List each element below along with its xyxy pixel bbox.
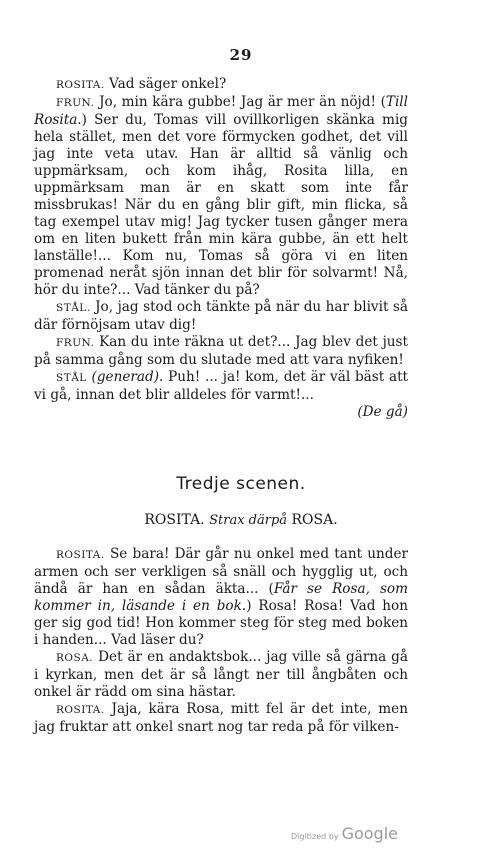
speech-text: ) Ser du, Tomas vill ovillkorligen skänka mig hela stället, men det vore förmycken godhet, det vill jag inte veta utav. Han är alltid så vänlig och uppmärksam, och kom ihåg, Rosita lilla, en uppmärksam man är en skatt som inte får missbrukas! När du en gång blir gift, min flicka, så tag exempel utav mig! Jag tycker tusen gånger mera om en liten bukett från min kära gubbe, än ett helt lanställe!... Kom nu, Tomas så göra vi en liten promenad neråt sjön innan det blir för solvarmt! Nå, hör du inte?... Vad tänker du på? xyxy=(34,112,408,298)
speech-text: Kan du inte räkna ut det?... Jag blev det just på samma gång som du slutade med att vara nyfiken! xyxy=(34,334,408,368)
speaker-name: FRUN. xyxy=(56,337,95,349)
dialogue-line xyxy=(34,649,408,701)
exit-direction: (De gå) xyxy=(357,404,408,420)
bottom-dialogue xyxy=(34,546,408,736)
digitized-watermark xyxy=(291,824,398,843)
cast-names: ROSA. xyxy=(291,512,338,528)
dialogue-line xyxy=(34,369,408,404)
scene-title: Tredje scenen. xyxy=(176,474,306,494)
stage-direction: Strax därpå xyxy=(209,513,288,528)
google-logo: Google xyxy=(341,824,398,843)
speaker-name: ROSITA. xyxy=(56,79,105,91)
dialogue-line xyxy=(34,701,408,736)
cast-names: ROSITA. xyxy=(144,512,205,528)
stage-direction: (generad). xyxy=(91,369,164,385)
speaker-name: ROSA. xyxy=(56,652,94,664)
speaker-name: FRUN. xyxy=(56,97,95,109)
top-dialogue xyxy=(34,76,408,421)
speech-text: ) Rosa! Rosa! Vad hon ger sig god tid! Hon kommer steg för steg med boken i handen... Vad läser du? xyxy=(34,598,408,648)
stage-direction: Till Rosita. xyxy=(34,94,408,128)
cast-line xyxy=(0,512,482,528)
page-number: 29 xyxy=(229,46,253,64)
stage-direction: Får se Rosa, som kommer in, läsande i en bok. xyxy=(34,581,408,614)
speech-text: Jo, jag stod och tänkte på när du har blivit så där förnöjsam utav dig! xyxy=(34,299,409,333)
speech-text: Puh! ... ja! kom, det är väl bäst att vi gå, innan det blir alldeles för varmt!... xyxy=(34,369,408,403)
speech-text: Jo, min kära gubbe! Jag är mer än nöjd! ( xyxy=(99,94,386,110)
speaker-name: ROSITA. xyxy=(56,704,105,716)
dialogue-line xyxy=(34,334,408,369)
speaker-name: STÅL xyxy=(56,372,87,384)
speech-text: Se bara! Där går nu onkel med tant under armen och ser verkligen så snäll och hygglig ut, och ändå är han en sådan äkta... ( xyxy=(34,546,409,597)
speech-text: Jaja, kära Rosa, mitt fel är det inte, men jag fruktar att onkel snart nog tar reda på för vilken- xyxy=(34,701,408,735)
dialogue-line xyxy=(34,94,408,299)
dialogue-line xyxy=(34,546,408,649)
dialogue-line xyxy=(34,299,408,334)
dialogue-line xyxy=(34,76,408,94)
speaker-name: ROSITA. xyxy=(56,549,105,561)
speaker-name: STÅL. xyxy=(56,302,91,314)
speech-text: Det är en andaktsbok... jag ville så gärna gå i kyrkan, men det är så långt ner till ångbåten och onkel är rädd om sina hästar. xyxy=(34,649,408,700)
speech-text: Vad säger onkel? xyxy=(109,76,227,92)
watermark-prefix: Digitized by xyxy=(290,832,339,841)
